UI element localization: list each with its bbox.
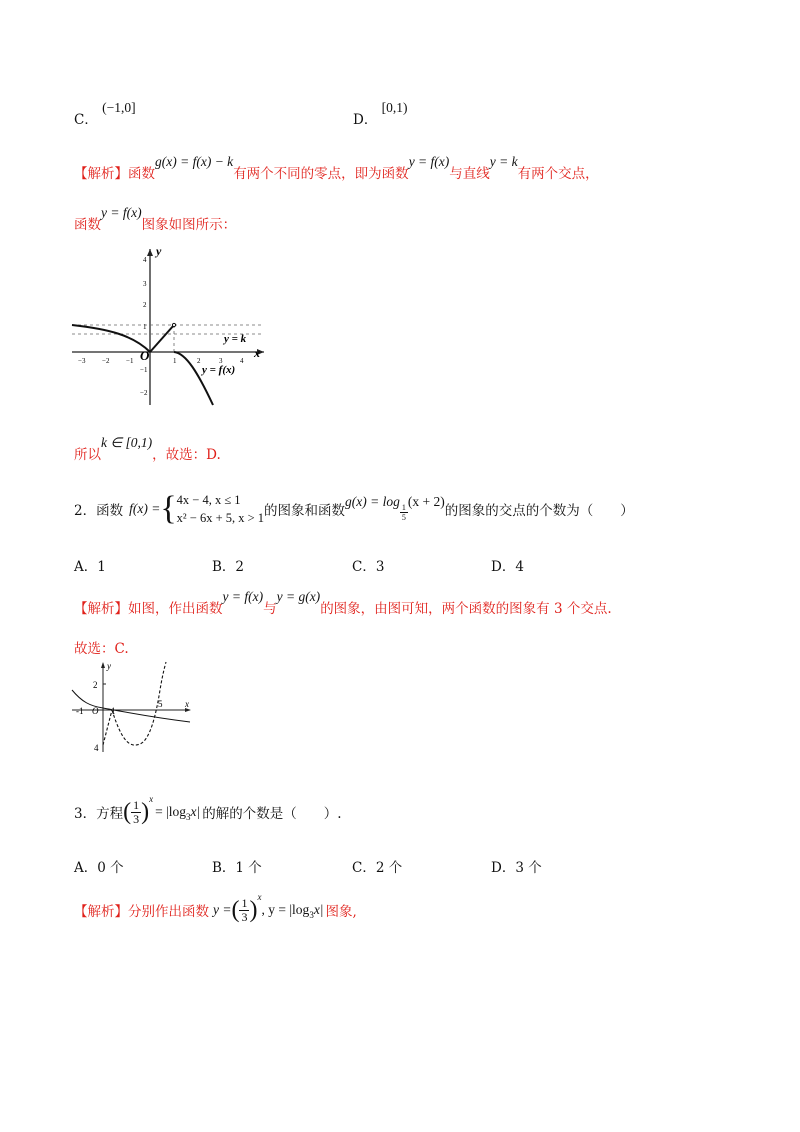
y-axis-label: y xyxy=(107,661,111,671)
q2-graph xyxy=(70,660,195,755)
case-1: 4x − 4, x ≤ 1 xyxy=(176,493,241,507)
exponent-x: x xyxy=(257,892,262,902)
math-expr: y = f(x) xyxy=(408,154,450,169)
option-d-value: [0,1) xyxy=(381,100,408,115)
option-label: A． xyxy=(74,860,98,876)
option-label: D． xyxy=(491,860,516,876)
math-expr: g(x) = f(x) − k xyxy=(155,154,234,169)
q1-analysis-line2 xyxy=(74,205,237,233)
analysis-text: 函数 xyxy=(74,217,101,233)
frac-num: 1 xyxy=(133,797,140,812)
option-label: A． xyxy=(74,559,98,575)
piecewise-cases xyxy=(177,491,264,527)
y-axis-arrow-icon xyxy=(147,249,153,256)
math-expr: y = k xyxy=(489,154,518,169)
option-value: 2 xyxy=(235,559,245,575)
math-expr: y = f(x) xyxy=(222,589,264,604)
log-base: 3 xyxy=(186,812,191,822)
x-tick-1: 1 xyxy=(111,706,116,716)
math-expr: y = g(x) xyxy=(276,589,321,604)
q3-analysis xyxy=(74,888,357,932)
option-c-label: C． xyxy=(74,112,98,128)
option-label: B． xyxy=(212,860,236,876)
curve-right-branch xyxy=(174,352,213,405)
curve-left-branch xyxy=(72,325,150,352)
q3-rhs: = |log xyxy=(155,804,187,819)
q1-conclusion xyxy=(74,435,221,463)
q2-g-lhs: g(x) = log xyxy=(345,494,400,509)
g-log-curve xyxy=(72,690,190,722)
case-2: x² − 6x + 5, x > 1 xyxy=(176,511,265,525)
x-tick-neg3: −3 xyxy=(78,357,86,365)
frac-den: 3 xyxy=(241,909,248,924)
log-base-fraction xyxy=(400,503,408,522)
x-tick-neg1: −1 xyxy=(126,357,134,365)
option-value: 1 个 xyxy=(235,860,262,876)
option-label: C． xyxy=(352,559,376,575)
option-c-value: (−1,0] xyxy=(102,100,136,115)
right-paren-icon: ) xyxy=(249,896,258,923)
option-label: D． xyxy=(491,559,516,575)
option-label: C． xyxy=(352,860,376,876)
q3-tail: 的解的个数是（ ）. xyxy=(202,806,342,822)
q3-stem xyxy=(74,790,342,834)
left-paren-icon: ( xyxy=(123,798,132,825)
option-value: 3 xyxy=(375,559,385,575)
analysis-text: 图象, xyxy=(325,904,357,920)
q2-option-a xyxy=(74,555,106,575)
one-third-fraction xyxy=(239,897,249,924)
option-value: 2 个 xyxy=(375,860,403,876)
log-base: 3 xyxy=(309,910,314,920)
brace-icon: { xyxy=(160,490,177,527)
analysis-tag: 【解析】 xyxy=(74,904,128,920)
q2-option-d xyxy=(491,555,524,575)
q2-mid: 的图象和函数 xyxy=(264,503,346,519)
y-tick-4: 4 xyxy=(143,256,147,264)
option-d-label: D． xyxy=(353,112,378,128)
option-d xyxy=(353,100,408,128)
conclusion-text: 所以 xyxy=(74,447,101,463)
math-expr: y = xyxy=(213,902,232,917)
y-tick-neg4: 4 xyxy=(94,743,99,753)
q3-option-b xyxy=(212,856,262,876)
q3-option-d xyxy=(491,856,542,876)
curve-middle-segment xyxy=(150,325,174,352)
q2-g-arg: (x + 2) xyxy=(407,494,445,509)
analysis-text: 有两个交点， xyxy=(517,166,599,182)
y-tick-2: 2 xyxy=(143,301,147,309)
frac-den: 3 xyxy=(133,811,140,826)
analysis-text: 函数 xyxy=(128,166,155,182)
q2-number: 2．函数 xyxy=(74,503,124,519)
origin-label: O xyxy=(92,706,99,716)
q2-conclusion: 故选：C. xyxy=(74,641,129,657)
q1-graph xyxy=(68,243,268,408)
x-tick-neg1: -1 xyxy=(76,706,84,716)
y-axis-arrow-icon xyxy=(101,662,105,668)
q1-analysis-line1 xyxy=(74,154,599,182)
y-tick-neg2: −2 xyxy=(140,389,148,397)
analysis-text: 的图象，由图可知，两个函数的图象有 3 个交点. xyxy=(320,601,612,617)
q2-tail: 的图象的交点的个数为（ ） xyxy=(444,503,634,519)
q3-number: 3．方程 xyxy=(74,806,124,822)
x-axis-label: x xyxy=(254,346,260,360)
option-value: 4 xyxy=(515,559,524,575)
option-label: B． xyxy=(212,559,236,575)
y-tick-2: 2 xyxy=(93,680,98,690)
analysis-text: 与 xyxy=(263,601,277,617)
x-tick-5: 5 xyxy=(158,699,163,709)
y-axis-label: y xyxy=(156,244,162,258)
x-tick-2: 2 xyxy=(197,357,201,365)
x-tick-3: 3 xyxy=(219,357,223,365)
analysis-text: 有两个不同的零点，即为函数 xyxy=(233,166,409,182)
analysis-tag: 【解析】 xyxy=(74,166,128,182)
option-value: 0 个 xyxy=(97,860,124,876)
q2-analysis xyxy=(74,589,612,617)
x-tick-4: 4 xyxy=(240,357,244,365)
math-expr: y = f(x) xyxy=(101,205,142,220)
frac-num: 1 xyxy=(241,895,248,910)
exponent-x: x xyxy=(149,794,154,804)
log-arg: x| xyxy=(190,804,201,819)
one-third-fraction xyxy=(131,799,141,826)
analysis-tag: 【解析】 xyxy=(74,601,128,617)
x-axis-label: x xyxy=(185,699,189,709)
x-tick-neg2: −2 xyxy=(102,357,110,365)
q2-option-b xyxy=(212,555,244,575)
option-value: 3 个 xyxy=(515,860,542,876)
y-tick-3: 3 xyxy=(143,280,147,288)
q3-option-c xyxy=(352,856,402,876)
analysis-text: 如图，作出函数 xyxy=(128,601,223,617)
option-value: 1 xyxy=(97,559,106,575)
analysis-text: 图象如图所示： xyxy=(141,217,237,233)
curve-label-fx: y = f(x) xyxy=(202,364,236,376)
log-arg: x| xyxy=(313,902,324,917)
base-den: 5 xyxy=(401,512,406,522)
open-point xyxy=(172,323,175,326)
option-c xyxy=(74,100,136,128)
origin-label: O xyxy=(140,348,150,363)
y-tick-neg1: −1 xyxy=(140,366,148,374)
y-tick-1: 1 xyxy=(143,323,147,331)
base-num: 1 xyxy=(401,502,406,512)
left-paren-icon: ( xyxy=(231,896,240,923)
q2-stem xyxy=(74,489,634,529)
analysis-text: 分别作出函数 xyxy=(128,904,209,920)
line-label-k: y = k xyxy=(224,333,247,345)
q2-option-c xyxy=(352,555,384,575)
x-tick-1: 1 xyxy=(173,357,177,365)
math-expr: k ∈ [0,1) xyxy=(101,435,153,450)
q3-option-a xyxy=(74,856,124,876)
analysis-text: 与直线 xyxy=(449,166,490,182)
math-expr: , y = |log xyxy=(261,902,310,917)
right-paren-icon: ) xyxy=(141,798,150,825)
q2-f-lhs: f(x) = xyxy=(129,501,161,516)
conclusion-text: ，故选：D. xyxy=(152,447,221,463)
